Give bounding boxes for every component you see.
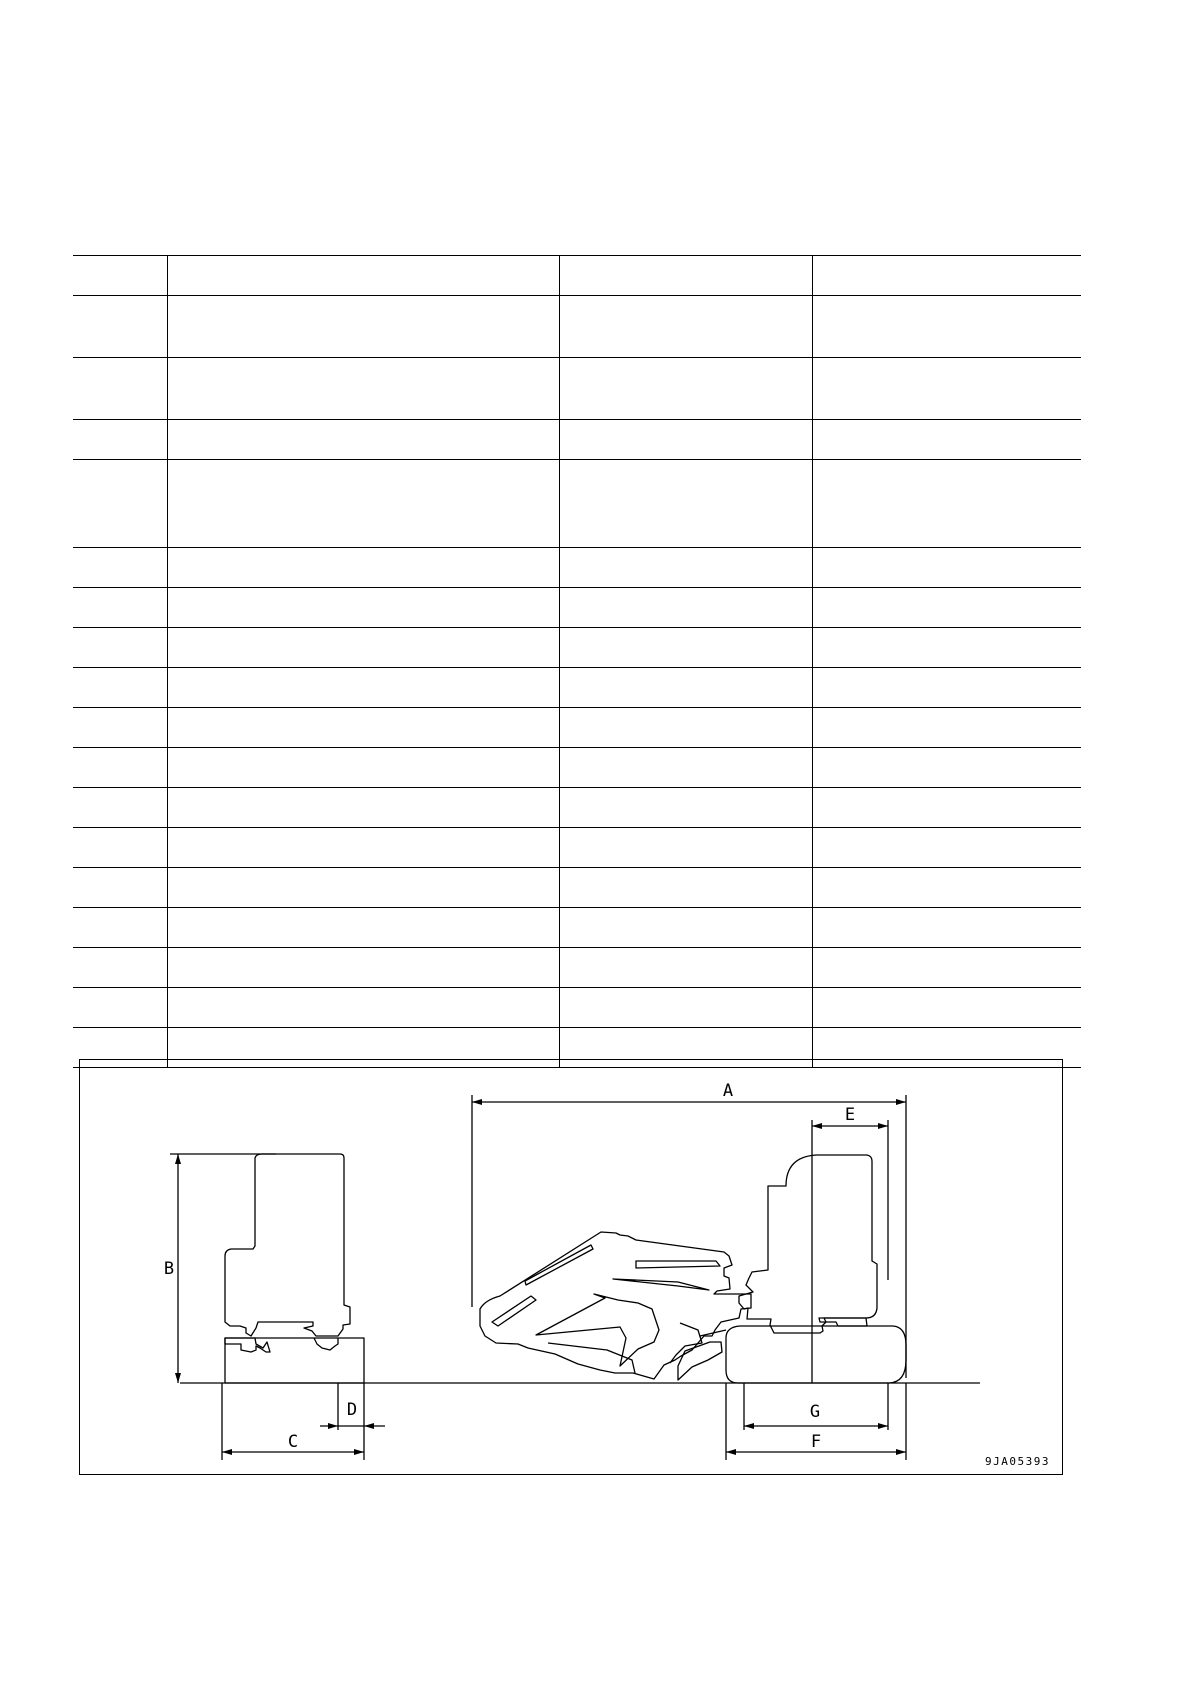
table-cell [812, 948, 1081, 988]
table-cell [812, 296, 1081, 358]
dimension-label-d: D [346, 1400, 358, 1420]
table-cell [73, 628, 167, 668]
table-cell [559, 548, 812, 588]
table-row [73, 828, 1081, 868]
dimension-label-e: E [844, 1105, 856, 1125]
excavator-dimension-drawing [80, 1060, 1064, 1476]
table-cell [167, 588, 559, 628]
table-row [73, 460, 1081, 548]
table-cell [559, 748, 812, 788]
table-cell [812, 460, 1081, 548]
table-cell [167, 668, 559, 708]
table-row [73, 748, 1081, 788]
table-cell [812, 788, 1081, 828]
table-cell [73, 828, 167, 868]
table-cell [812, 628, 1081, 668]
dimension-label-c: C [287, 1432, 299, 1452]
side-view-machine [480, 1155, 906, 1383]
table-row [73, 988, 1081, 1028]
table-cell [167, 948, 559, 988]
table-cell [73, 588, 167, 628]
table-cell [167, 628, 559, 668]
table-cell [73, 256, 167, 296]
table-cell [559, 358, 812, 420]
table-cell [559, 628, 812, 668]
table-cell [167, 358, 559, 420]
table-cell [167, 988, 559, 1028]
table-cell [812, 708, 1081, 748]
table-cell [167, 708, 559, 748]
table-cell [167, 788, 559, 828]
table-cell [812, 748, 1081, 788]
table-cell [559, 256, 812, 296]
table-cell [812, 988, 1081, 1028]
table-cell [73, 708, 167, 748]
table-cell [559, 908, 812, 948]
dimension-label-g: G [809, 1402, 821, 1422]
table-cell [167, 420, 559, 460]
table-cell [812, 908, 1081, 948]
table-row [73, 548, 1081, 588]
table-cell [167, 868, 559, 908]
table-cell [812, 548, 1081, 588]
table-row [73, 948, 1081, 988]
table-cell [559, 868, 812, 908]
table-cell [73, 988, 167, 1028]
table-cell [73, 868, 167, 908]
table-cell [73, 748, 167, 788]
table-cell [167, 748, 559, 788]
table-cell [812, 256, 1081, 296]
table-cell [167, 548, 559, 588]
table-cell [73, 908, 167, 948]
table-row [73, 256, 1081, 296]
table-row [73, 358, 1081, 420]
dimension-label-a: A [722, 1081, 734, 1101]
table-cell [812, 358, 1081, 420]
spec-table-body [73, 256, 1081, 1068]
table-cell [559, 788, 812, 828]
table-cell [73, 948, 167, 988]
table-row [73, 908, 1081, 948]
table-cell [167, 828, 559, 868]
table-cell [73, 358, 167, 420]
table-cell [559, 708, 812, 748]
table-cell [167, 256, 559, 296]
table-row [73, 668, 1081, 708]
dimension-figure [79, 1059, 1063, 1475]
dimension-label-b: B [163, 1259, 175, 1279]
front-view-machine [225, 1154, 364, 1383]
table-row [73, 588, 1081, 628]
table-cell [559, 296, 812, 358]
table-cell [812, 588, 1081, 628]
table-cell [559, 988, 812, 1028]
table-cell [559, 948, 812, 988]
table-cell [812, 668, 1081, 708]
table-row [73, 708, 1081, 748]
table-row [73, 628, 1081, 668]
table-cell [167, 908, 559, 948]
table-cell [73, 788, 167, 828]
table-cell [812, 868, 1081, 908]
spec-table [73, 255, 1081, 1068]
table-cell [73, 420, 167, 460]
table-cell [559, 828, 812, 868]
table-cell [73, 460, 167, 548]
table-cell [559, 668, 812, 708]
table-cell [73, 668, 167, 708]
table-cell [73, 548, 167, 588]
table-row [73, 868, 1081, 908]
figure-code: 9JA05393 [985, 1455, 1050, 1468]
table-cell [812, 828, 1081, 868]
table-row [73, 420, 1081, 460]
table-cell [812, 420, 1081, 460]
table-cell [167, 460, 559, 548]
table-cell [73, 296, 167, 358]
table-cell [167, 296, 559, 358]
table-row [73, 788, 1081, 828]
table-row [73, 296, 1081, 358]
table-cell [559, 460, 812, 548]
table-cell [559, 420, 812, 460]
dimension-label-f: F [810, 1432, 822, 1452]
table-cell [559, 588, 812, 628]
